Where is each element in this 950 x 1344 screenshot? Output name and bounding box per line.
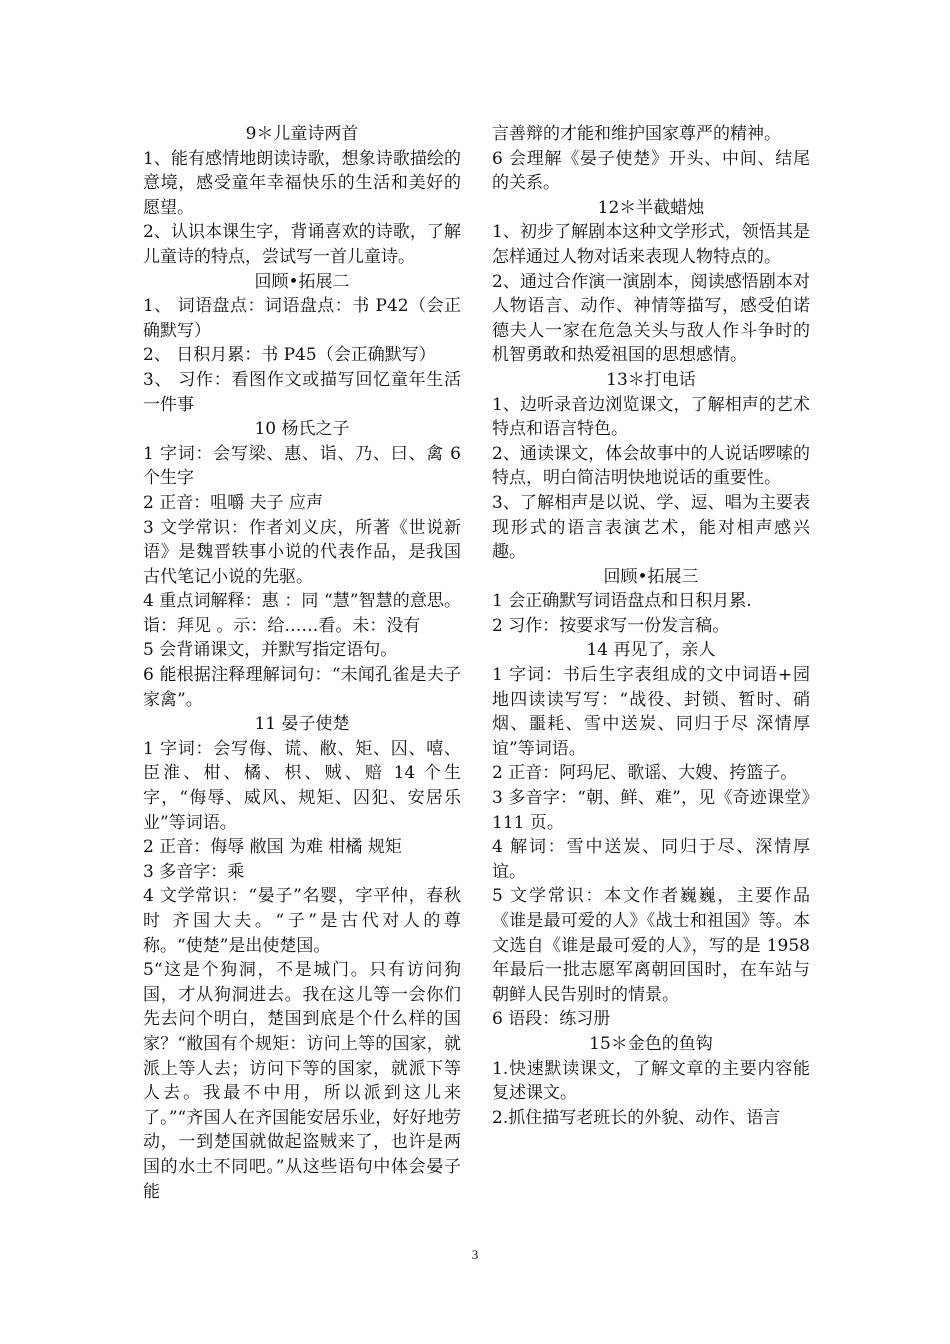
page-number: 3 [471,1247,479,1262]
paragraph: 2、 日积月累：书 P45（会正确默写） [143,345,436,366]
section-heading: 15＊金色的鱼钩 [589,1033,713,1054]
paragraph: 2.抓住描写老班长的外貌、动作、语言 [492,1107,781,1128]
paragraph: 1 字词：书后生字表组成的文中词语+园地四读读写写：“战役、封锁、暂时、硝烟、噩耗、雪中送炭、同归于尽 深情厚谊”等词语。 [492,665,810,759]
paragraph: 2 正音：咀嚼 夫子 应声 [143,492,324,513]
paragraph: 1、 词语盘点：词语盘点：书 P42（会正确默写） [143,296,461,341]
paragraph: 1、边听录音边浏览课文，了解相声的艺术特点和语言特色。 [492,394,810,440]
paragraph: 1.快速默读课文，了解文章的主要内容能复述课文。 [492,1058,810,1104]
paragraph: 4 文学常识：“晏子”名婴，字平仲，春秋时 齐国大夫。“子”是古代对人的尊称。“使楚”是出使楚国。 [143,886,461,956]
section-heading: 回顾•拓展二 [254,271,350,292]
section-heading: 12＊半截蜡烛 [597,197,705,218]
paragraph: 4 重点词解释：惠 ：同 “慧”智慧的意思。诣：拜见 。示：给……看。未：没有 [143,591,461,636]
paragraph: 2 正音：阿玛尼、歌谣、大嫂、挎篮子。 [492,763,798,784]
section-heading: 14 再见了，亲人 [586,640,716,661]
paragraph: 2、通读课文，体会故事中的人说话啰嗦的特点，明白简洁明快地说话的重要性。 [492,443,810,489]
paragraph: 5 文学常识：本文作者巍巍，主要作品《谁是最可爱的人》《战士和祖国》等。本文选自《谁是最可爱的人》，写的是 1958 年最后一批志愿军离朝回国时，在车站与朝鲜人民告别时的情景。 [492,886,810,1005]
paragraph: 2 正音：侮辱 敝国 为难 柑橘 规矩 [143,837,402,858]
paragraph: 1 字词：会写侮、谎、敝、矩、囚、嘻、臣淮、柑、橘、枳、贼、赔 14 个生字，“侮辱、威风、规矩、囚犯、安居乐业”等词语。 [143,738,461,833]
section-heading: 回顾•拓展三 [603,566,699,587]
paragraph: 5“这是个狗洞，不是城门。只有访问狗国，才从狗洞进去。我在这儿等一会你们先去问个明白，楚国到底是个什么样的国家？“敝国有个规矩：访问上等的国家，就派上等人去；访问下等的国家，就派下等人去。我最不中用，所以派到这儿来了。”“齐国人在齐国能安居乐业，好好地劳动，一到楚国就做起盗贼来了，也许是两国的水土不同吧。”从这些语句中体会晏子能 [143,960,461,1202]
section-heading: 9＊儿童诗两首 [245,124,359,144]
paragraph: 6 能根据注释理解词句：“未闻孔雀是夫子家禽”。 [143,665,461,710]
paragraph: 4 解词：雪中送炭、同归于尽、深情厚谊。 [492,837,810,882]
paragraph: 6 语段：练习册 [492,1009,611,1030]
paragraph: 1 字词：会写梁、惠、诣、乃、曰、禽 6 个生字 [143,443,461,489]
paragraph: 3、了解相声是以说、学、逗、唱为主要表现形式的语言表演艺术，能对相声感兴趣。 [492,492,810,563]
paragraph: 3 文学常识：作者刘义庆，所著《世说新语》是魏晋轶事小说的代表作品，是我国古代笔记小说的先驱。 [143,517,461,587]
paragraph: 2、通过合作演一演剧本，阅读感悟剧本对人物语言、动作、神情等描写，感受伯诺德夫人一家在危急关头与敌人作斗争时的机智勇敢和热爱祖国的思想感情。 [492,271,810,366]
section-heading: 13＊打电话 [606,369,696,390]
paragraph: 2 习作：按要求写一份发言稿。 [492,615,730,636]
paragraph: 3 多音字：“朝、鲜、难”，见《奇迹课堂》111 页。 [492,788,810,833]
paragraph: 1、初步了解剧本这种文学形式，领悟其是怎样通过人物对话来表现人物特点的。 [492,222,810,267]
section-heading: 11 晏子使楚 [254,714,350,735]
paragraph: 1 会正确默写词语盘点和日积月累. [492,591,752,612]
paragraph: 3、 习作：看图作文或描写回忆童年生活一件事 [143,369,461,415]
right-column [492,122,810,1130]
paragraph: 言善辩的才能和维护国家尊严的精神。 [492,124,781,144]
paragraph: 5 会背诵课文，并默写指定语句。 [143,640,398,661]
left-column [143,122,461,1204]
paragraph: 3 多音字：乘 [143,861,245,882]
paragraph: 6 会理解《晏子使楚》开头、中间、结尾的关系。 [492,148,810,194]
paragraph: 2、认识本课生字，背诵喜欢的诗歌，了解儿童诗的特点，尝试写一首儿童诗。 [143,222,461,267]
paragraph: 1、能有感情地朗读诗歌，想象诗歌描绘的意境，感受童年幸福快乐的生活和美好的愿望。 [143,148,461,218]
section-heading: 10 杨氏之子 [254,419,350,440]
